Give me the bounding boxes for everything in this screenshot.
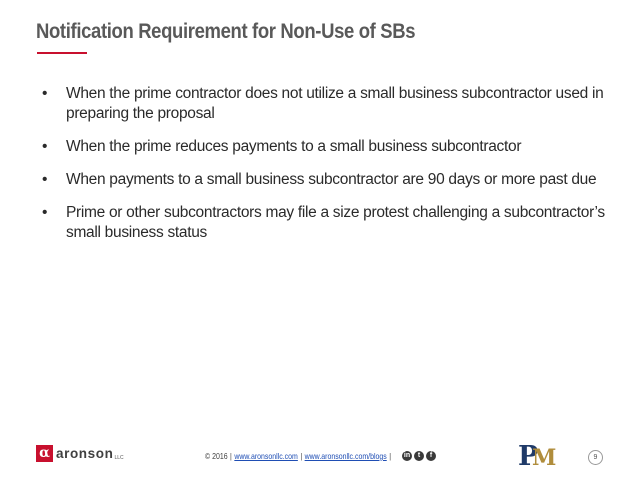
separator: | <box>230 451 232 461</box>
linkedin-icon[interactable]: in <box>403 452 411 459</box>
alpha-logo-icon: α <box>36 445 53 462</box>
bullet-item <box>40 84 620 124</box>
bullet-mark: • <box>42 85 48 102</box>
aronson-logo <box>36 445 124 462</box>
slide-footer <box>0 440 638 479</box>
separator: | <box>300 451 303 461</box>
bullet-text: Prime or other subcontractors may file a size protest challenging a subcontractor’s small business status <box>66 204 605 241</box>
bullet-text: When the prime contractor does not utilize a small business subcontractor used in preparing the proposal <box>66 85 604 122</box>
slide-title: Notification Requirement for Non-Use of SBs <box>36 20 416 43</box>
bullet-item <box>40 170 620 190</box>
svg-text:P: P <box>518 441 539 472</box>
logo-suffix: LLC <box>114 454 124 461</box>
separator: | <box>389 451 392 461</box>
bullet-text: When payments to a small business subcontractor are 90 days or more past due <box>66 171 597 188</box>
bullet-text: When the prime reduces payments to a small business subcontractor <box>66 138 522 155</box>
title-underline <box>37 52 87 54</box>
twitter-icon[interactable]: t <box>414 451 424 461</box>
bullet-mark: • <box>42 171 48 188</box>
bullet-list <box>40 84 620 256</box>
page-number: 9 <box>588 450 603 465</box>
facebook-icon[interactable]: f <box>426 451 436 461</box>
bullet-mark: • <box>42 204 48 221</box>
bullet-item <box>40 137 620 157</box>
bullet-item <box>40 203 620 243</box>
social-links <box>402 451 436 461</box>
svg-text:M: M <box>532 445 557 471</box>
footer-links <box>205 451 393 461</box>
website-link[interactable]: www.aronsonllc.com <box>234 451 298 461</box>
logo-wordmark: aronson <box>56 446 114 461</box>
blogs-link[interactable]: www.aronsonllc.com/blogs <box>304 451 387 461</box>
pm-logo-icon <box>518 439 557 472</box>
bullet-mark: • <box>42 138 48 155</box>
copyright: © 2016 <box>205 451 228 461</box>
